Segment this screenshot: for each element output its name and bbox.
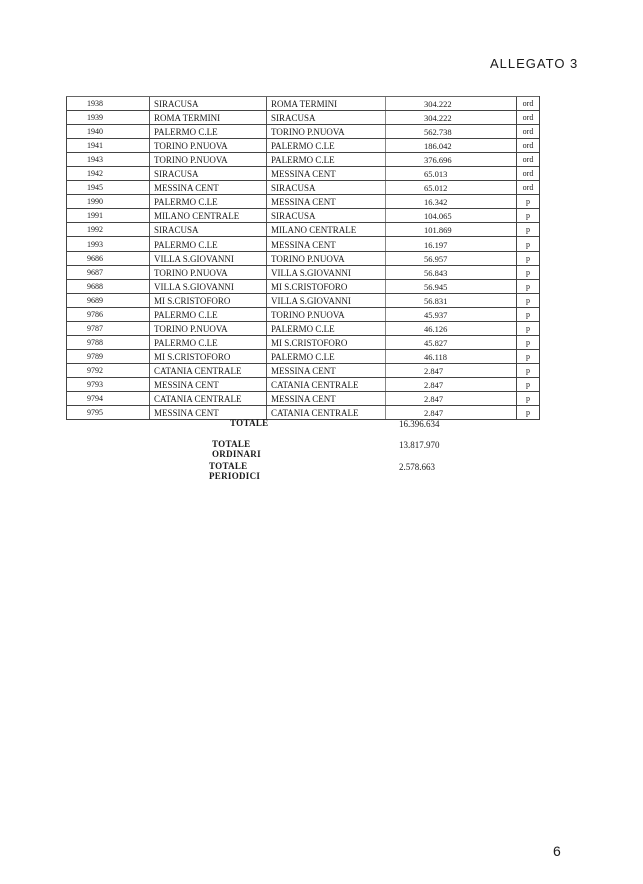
service-type-cell: ord — [517, 167, 540, 181]
value-cell: 56.957 — [386, 251, 517, 265]
destination-cell: SIRACUSA — [267, 181, 386, 195]
destination-cell: CATANIA CENTRALE — [267, 406, 386, 420]
train-number-cell: 9792 — [67, 363, 150, 377]
table-row — [67, 223, 540, 237]
destination-cell: ROMA TERMINI — [267, 97, 386, 111]
train-number-cell: 9687 — [67, 265, 150, 279]
total-ordinari-value: 13.817.970 — [399, 440, 440, 450]
value-cell: 104.065 — [386, 209, 517, 223]
destination-cell: MESSINA CENT — [267, 195, 386, 209]
value-cell: 65.012 — [386, 181, 517, 195]
train-number-cell: 1943 — [67, 153, 150, 167]
service-type-cell: ord — [517, 125, 540, 139]
table-row — [67, 363, 540, 377]
table-row — [67, 97, 540, 111]
table-row — [67, 335, 540, 349]
value-cell: 65.013 — [386, 167, 517, 181]
annex-label: ALLEGATO 3 — [490, 56, 579, 71]
table-row — [67, 125, 540, 139]
table-row — [67, 377, 540, 391]
destination-cell: VILLA S.GIOVANNI — [267, 265, 386, 279]
service-type-cell: p — [517, 307, 540, 321]
destination-cell: TORINO P.NUOVA — [267, 307, 386, 321]
value-cell: 56.945 — [386, 279, 517, 293]
origin-cell: CATANIA CENTRALE — [150, 363, 267, 377]
service-type-cell: p — [517, 321, 540, 335]
value-cell: 304.222 — [386, 111, 517, 125]
train-number-cell: 9794 — [67, 391, 150, 405]
value-cell: 101.869 — [386, 223, 517, 237]
service-type-cell: p — [517, 377, 540, 391]
value-cell: 2.847 — [386, 363, 517, 377]
service-type-cell: ord — [517, 111, 540, 125]
train-number-cell: 1940 — [67, 125, 150, 139]
train-number-cell: 9787 — [67, 321, 150, 335]
service-type-cell: p — [517, 265, 540, 279]
origin-cell: TORINO P.NUOVA — [150, 139, 267, 153]
origin-cell: TORINO P.NUOVA — [150, 265, 267, 279]
table-row — [67, 139, 540, 153]
destination-cell: TORINO P.NUOVA — [267, 251, 386, 265]
destination-cell: PALERMO C.LE — [267, 321, 386, 335]
table-row — [67, 181, 540, 195]
destination-cell: MESSINA CENT — [267, 391, 386, 405]
train-number-cell: 9786 — [67, 307, 150, 321]
train-number-cell: 1993 — [67, 237, 150, 251]
table-row — [67, 209, 540, 223]
total-ordinari-label: TOTALE ORDINARI — [212, 439, 261, 459]
value-cell: 2.847 — [386, 406, 517, 420]
table-row — [67, 293, 540, 307]
service-type-cell: p — [517, 223, 540, 237]
origin-cell: PALERMO C.LE — [150, 195, 267, 209]
table-row — [67, 279, 540, 293]
value-cell: 2.847 — [386, 377, 517, 391]
service-type-cell: p — [517, 335, 540, 349]
destination-cell: MESSINA CENT — [267, 363, 386, 377]
value-cell: 186.042 — [386, 139, 517, 153]
service-type-cell: p — [517, 391, 540, 405]
value-cell: 2.847 — [386, 391, 517, 405]
origin-cell: TORINO P.NUOVA — [150, 321, 267, 335]
destination-cell: MI S.CRISTOFORO — [267, 335, 386, 349]
service-type-cell: p — [517, 195, 540, 209]
origin-cell: PALERMO C.LE — [150, 237, 267, 251]
train-number-cell: 9789 — [67, 349, 150, 363]
origin-cell: VILLA S.GIOVANNI — [150, 251, 267, 265]
destination-cell: MESSINA CENT — [267, 167, 386, 181]
destination-cell: MI S.CRISTOFORO — [267, 279, 386, 293]
service-type-cell: ord — [517, 181, 540, 195]
origin-cell: PALERMO C.LE — [150, 335, 267, 349]
train-number-cell: 1990 — [67, 195, 150, 209]
table-row — [67, 237, 540, 251]
table-row — [67, 167, 540, 181]
destination-cell: MILANO CENTRALE — [267, 223, 386, 237]
origin-cell: MILANO CENTRALE — [150, 209, 267, 223]
value-cell: 56.843 — [386, 265, 517, 279]
service-type-cell: p — [517, 349, 540, 363]
table-row — [67, 251, 540, 265]
service-type-cell: p — [517, 406, 540, 420]
total-periodici-value: 2.578.663 — [399, 462, 435, 472]
train-table-body — [67, 97, 540, 420]
table-row — [67, 111, 540, 125]
service-type-cell: p — [517, 237, 540, 251]
service-type-cell: ord — [517, 139, 540, 153]
origin-cell: VILLA S.GIOVANNI — [150, 279, 267, 293]
destination-cell: SIRACUSA — [267, 209, 386, 223]
origin-cell: MI S.CRISTOFORO — [150, 349, 267, 363]
origin-cell: PALERMO C.LE — [150, 125, 267, 139]
train-number-cell: 9686 — [67, 251, 150, 265]
table-row — [67, 406, 540, 420]
table-row — [67, 349, 540, 363]
value-cell: 56.831 — [386, 293, 517, 307]
table-row — [67, 265, 540, 279]
train-number-cell: 1942 — [67, 167, 150, 181]
origin-cell: SIRACUSA — [150, 97, 267, 111]
destination-cell: MESSINA CENT — [267, 237, 386, 251]
total-periodici-label: TOTALE PERIODICI — [209, 461, 261, 481]
service-type-cell: ord — [517, 153, 540, 167]
destination-cell: TORINO P.NUOVA — [267, 125, 386, 139]
value-cell: 562.738 — [386, 125, 517, 139]
value-cell: 16.197 — [386, 237, 517, 251]
destination-cell: PALERMO C.LE — [267, 153, 386, 167]
train-number-cell: 1939 — [67, 111, 150, 125]
train-number-cell: 9688 — [67, 279, 150, 293]
destination-cell: PALERMO C.LE — [267, 139, 386, 153]
value-cell: 376.696 — [386, 153, 517, 167]
table-row — [67, 307, 540, 321]
train-number-cell: 9788 — [67, 335, 150, 349]
page-number: 6 — [553, 843, 561, 859]
table-row — [67, 391, 540, 405]
origin-cell: MESSINA CENT — [150, 377, 267, 391]
table-row — [67, 321, 540, 335]
train-number-cell: 9795 — [67, 406, 150, 420]
service-type-cell: p — [517, 209, 540, 223]
train-number-cell: 1992 — [67, 223, 150, 237]
origin-cell: ROMA TERMINI — [150, 111, 267, 125]
origin-cell: CATANIA CENTRALE — [150, 391, 267, 405]
total-label: TOTALE — [230, 418, 269, 428]
origin-cell: TORINO P.NUOVA — [150, 153, 267, 167]
value-cell: 304.222 — [386, 97, 517, 111]
origin-cell: PALERMO C.LE — [150, 307, 267, 321]
service-type-cell: ord — [517, 97, 540, 111]
train-number-cell: 1941 — [67, 139, 150, 153]
value-cell: 16.342 — [386, 195, 517, 209]
train-number-cell: 1945 — [67, 181, 150, 195]
value-cell: 45.827 — [386, 335, 517, 349]
value-cell: 46.118 — [386, 349, 517, 363]
train-number-cell: 1991 — [67, 209, 150, 223]
origin-cell: MESSINA CENT — [150, 406, 267, 420]
table-row — [67, 153, 540, 167]
destination-cell: CATANIA CENTRALE — [267, 377, 386, 391]
destination-cell: SIRACUSA — [267, 111, 386, 125]
service-type-cell: p — [517, 251, 540, 265]
total-value: 16.396.634 — [399, 419, 440, 429]
destination-cell: PALERMO C.LE — [267, 349, 386, 363]
train-number-cell: 9793 — [67, 377, 150, 391]
origin-cell: SIRACUSA — [150, 223, 267, 237]
train-number-cell: 1938 — [67, 97, 150, 111]
service-type-cell: p — [517, 363, 540, 377]
train-table — [66, 96, 540, 420]
service-type-cell: p — [517, 293, 540, 307]
train-number-cell: 9689 — [67, 293, 150, 307]
service-type-cell: p — [517, 279, 540, 293]
value-cell: 46.126 — [386, 321, 517, 335]
destination-cell: VILLA S.GIOVANNI — [267, 293, 386, 307]
value-cell: 45.937 — [386, 307, 517, 321]
origin-cell: MESSINA CENT — [150, 181, 267, 195]
origin-cell: MI S.CRISTOFORO — [150, 293, 267, 307]
table-row — [67, 195, 540, 209]
origin-cell: SIRACUSA — [150, 167, 267, 181]
